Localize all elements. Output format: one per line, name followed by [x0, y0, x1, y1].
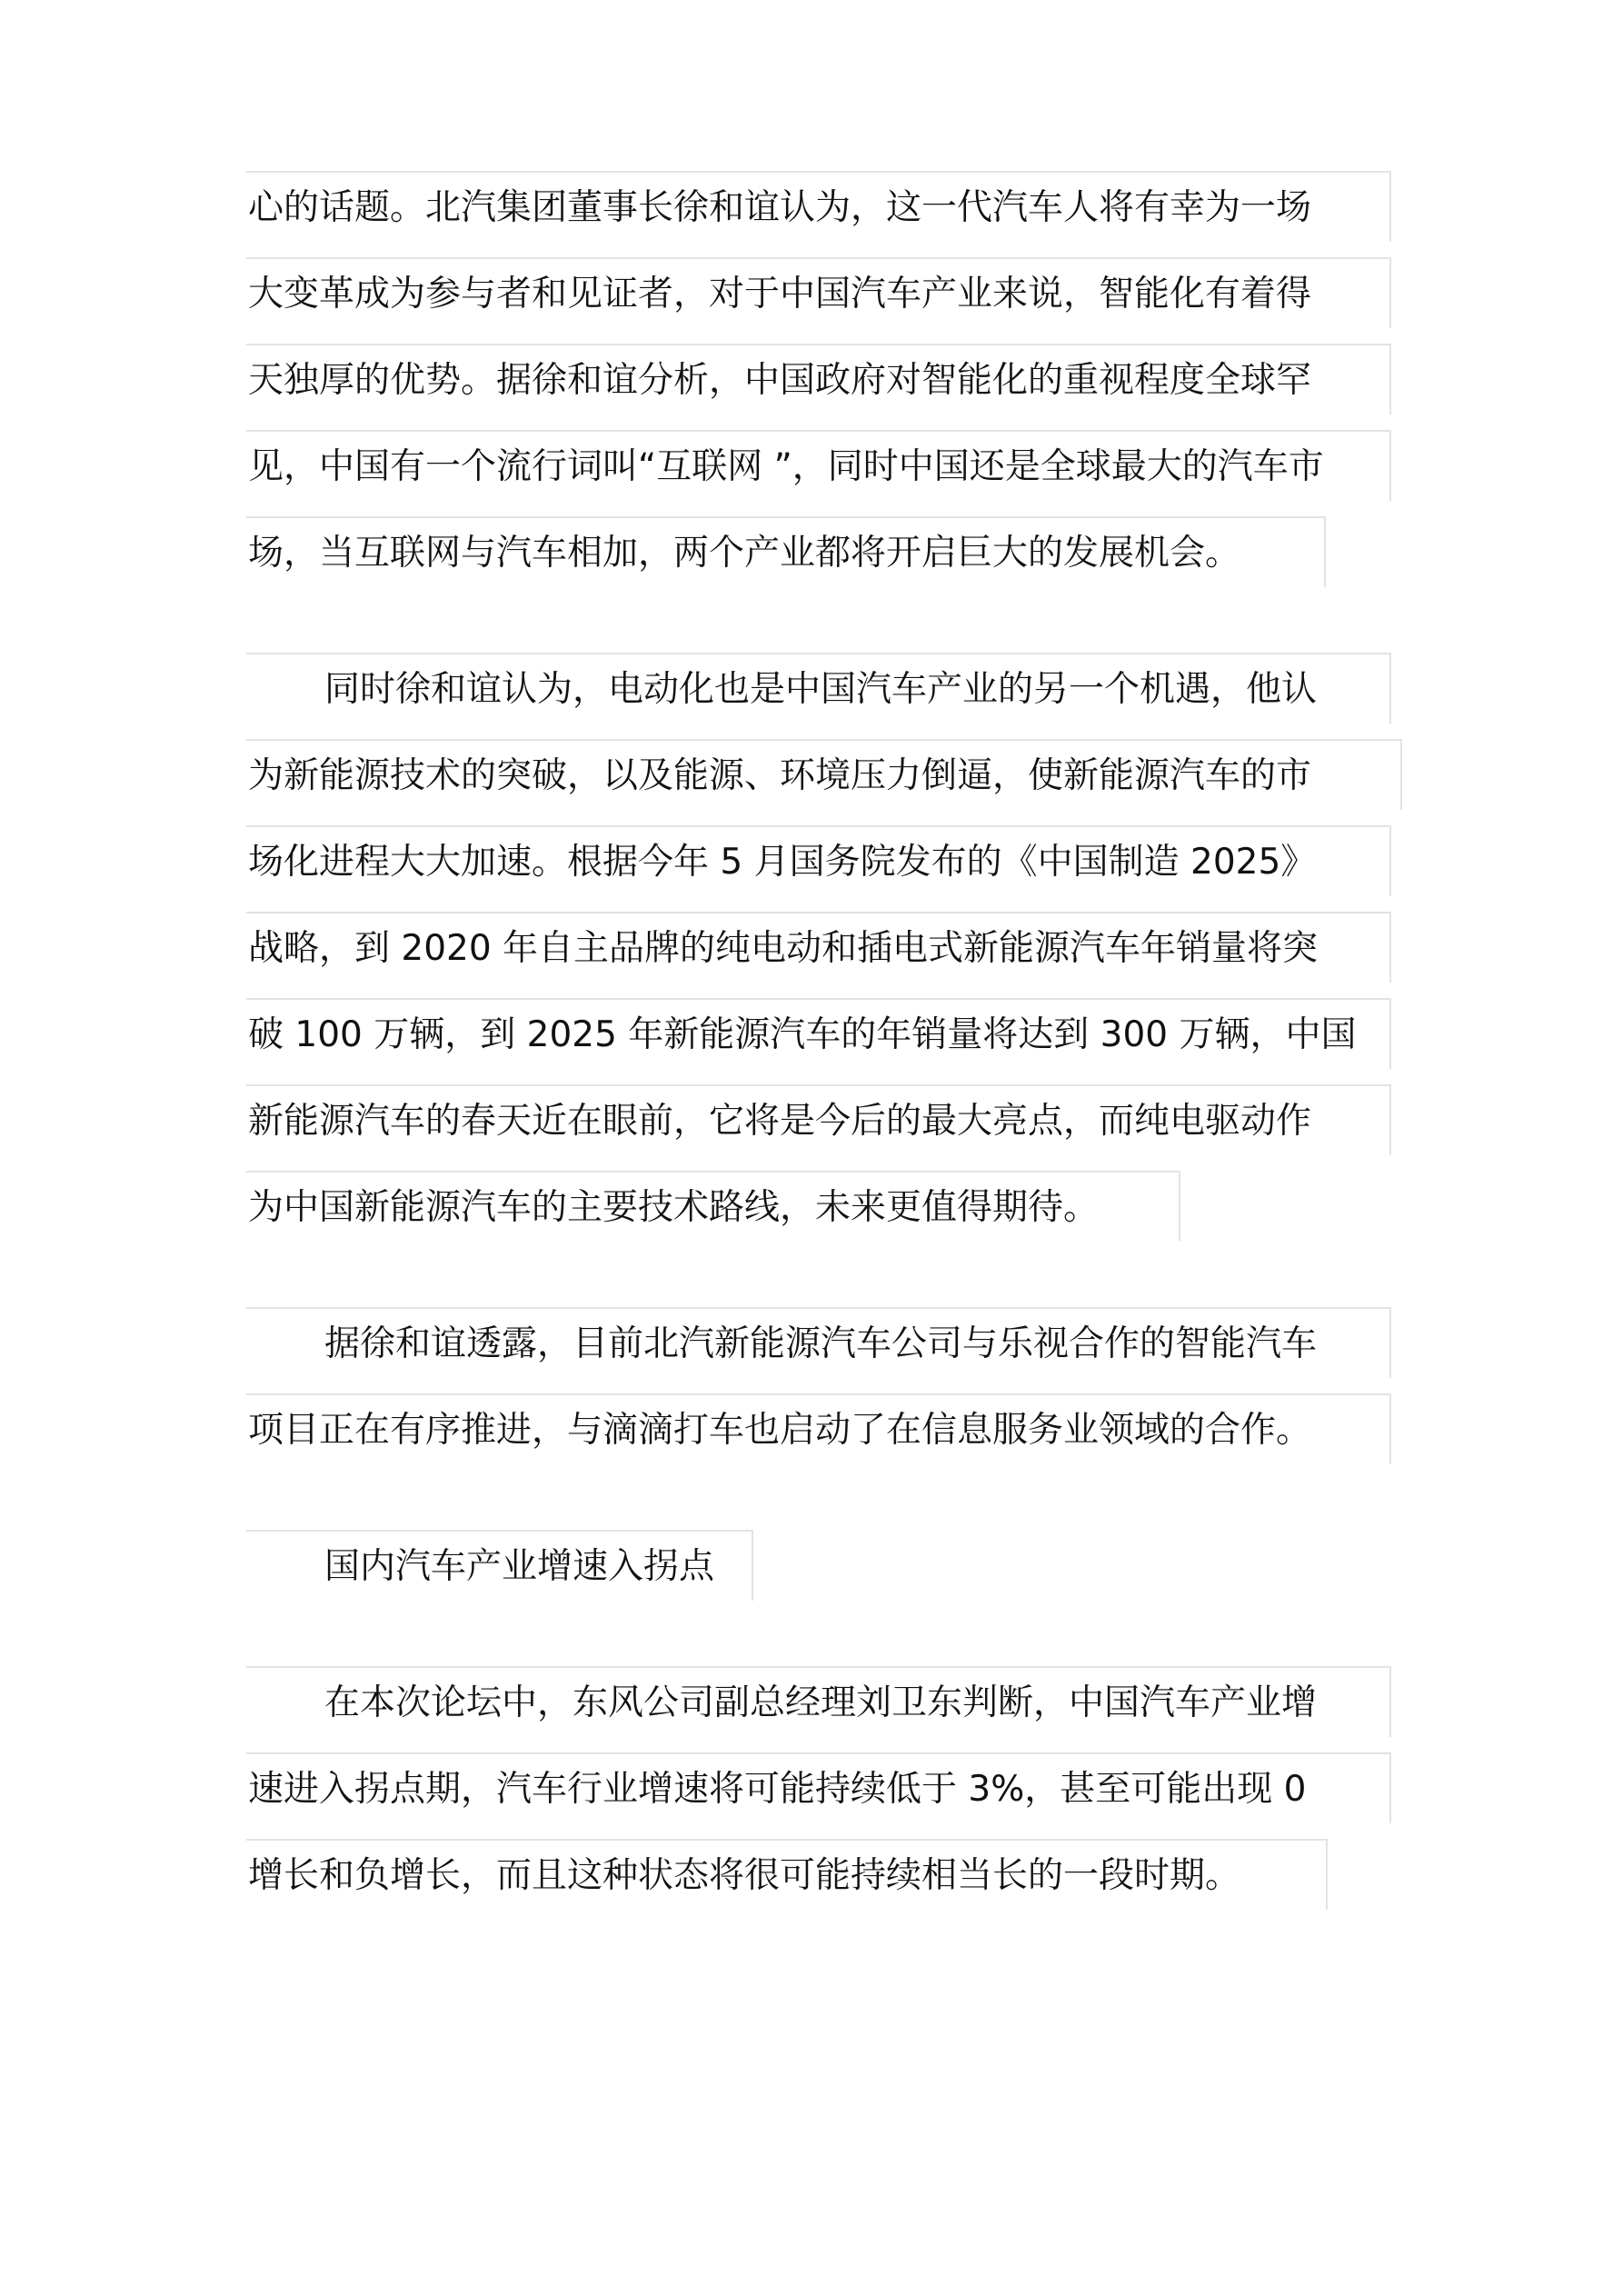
paragraph-2-line-5: 破 100 万辆，到 2025 年新能源汽车的年销量将达到 300 万辆，中国	[246, 998, 1391, 1069]
paragraph-1-line-4: 见，中国有一个流行词叫“互联网 ”，同时中国还是全球最大的汽车市	[246, 430, 1391, 501]
paragraph-1-line-2: 大变革成为参与者和见证者，对于中国汽车产业来说，智能化有着得	[246, 257, 1391, 328]
paragraph-1-line-1: 心的话题。北汽集团董事长徐和谊认为，这一代汽车人将有幸为一场	[246, 171, 1391, 242]
paragraph-3-line-1: 据徐和谊透露，目前北汽新能源汽车公司与乐视合作的智能汽车	[246, 1307, 1391, 1378]
paragraph-5-line-2: 速进入拐点期，汽车行业增速将可能持续低于 3%，甚至可能出现 0	[246, 1752, 1391, 1823]
paragraph-3-line-2: 项目正在有序推进，与滴滴打车也启动了在信息服务业领域的合作。	[246, 1393, 1391, 1464]
paragraph-1-line-3: 天独厚的优势。据徐和谊分析，中国政府对智能化的重视程度全球罕	[246, 344, 1391, 414]
section-heading: 国内汽车产业增速入拐点	[246, 1530, 753, 1601]
paragraph-2-line-6: 新能源汽车的春天近在眼前，它将是今后的最大亮点，而纯电驱动作	[246, 1084, 1391, 1155]
paragraph-2-line-3: 场化进程大大加速。根据今年 5 月国务院发布的《中国制造 2025》	[246, 825, 1391, 896]
paragraph-2-line-2: 为新能源技术的突破，以及能源、环境压力倒逼，使新能源汽车的市	[246, 739, 1402, 810]
paragraph-1-line-5: 场，当互联网与汽车相加，两个产业都将开启巨大的发展机会。	[246, 516, 1326, 587]
paragraph-2-line-7: 为中国新能源汽车的主要技术路线，未来更值得期待。	[246, 1171, 1180, 1242]
paragraph-2-line-4: 战略，到 2020 年自主品牌的纯电动和插电式新能源汽车年销量将突	[246, 912, 1391, 983]
paragraph-5-line-3: 增长和负增长，而且这种状态将很可能持续相当长的一段时期。	[246, 1839, 1328, 1910]
paragraph-5-line-1: 在本次论坛中，东风公司副总经理刘卫东判断，中国汽车产业增	[246, 1666, 1391, 1737]
paragraph-2-line-1: 同时徐和谊认为，电动化也是中国汽车产业的另一个机遇，他认	[246, 653, 1391, 724]
